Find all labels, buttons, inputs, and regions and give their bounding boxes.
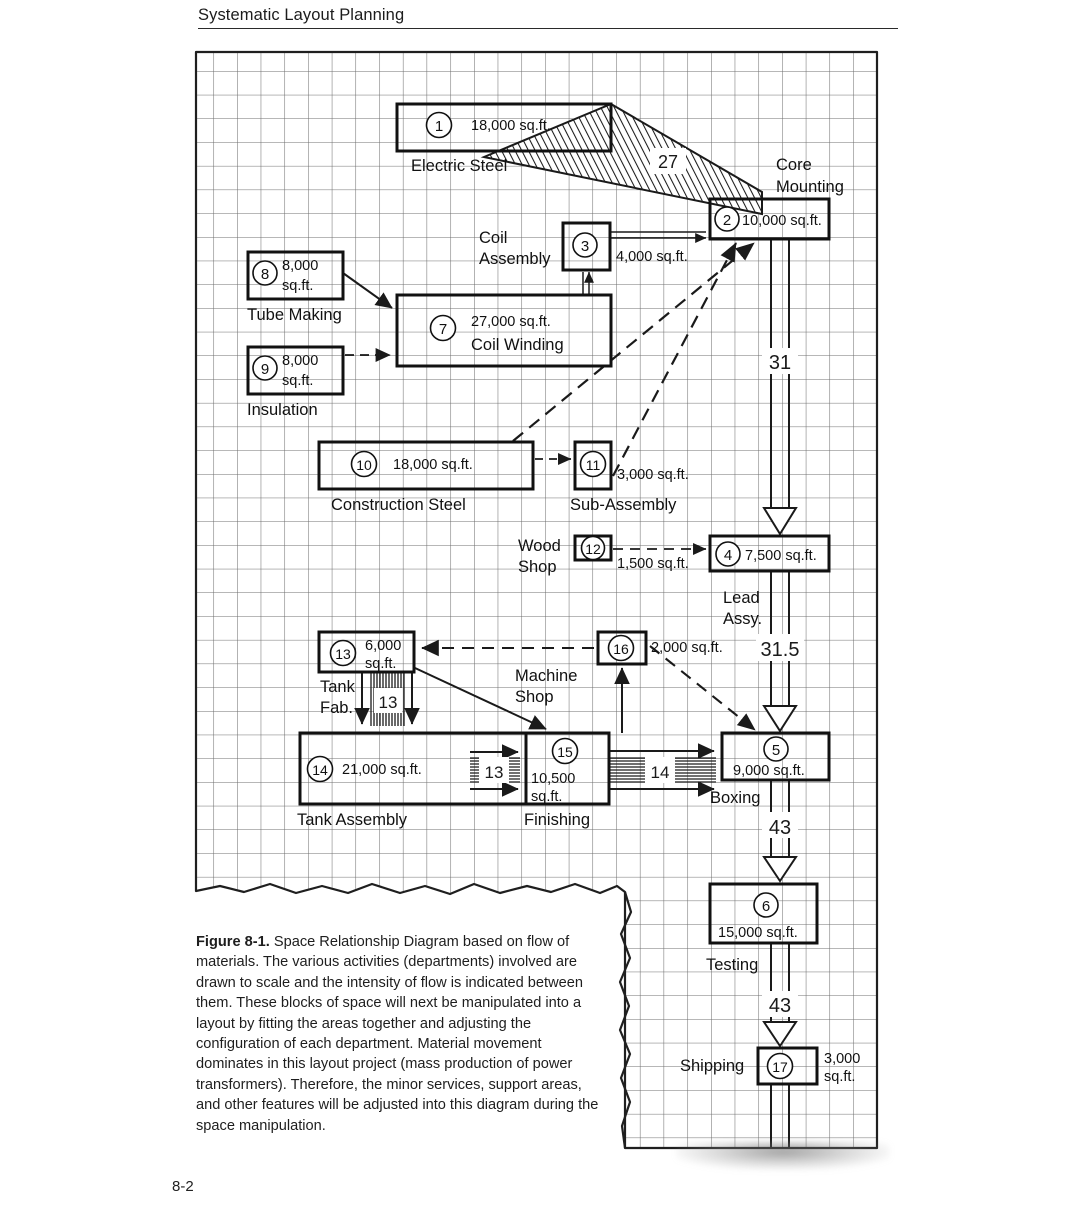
dept-area-2: 10,000 sq.ft. <box>742 213 822 229</box>
dept-area-6: 15,000 sq.ft. <box>718 925 798 941</box>
dept-area-9-line1: 8,000 <box>282 353 319 369</box>
dept-name-13-line2: Fab. <box>320 699 354 717</box>
dept-area-15-line2: sq.ft. <box>531 789 563 805</box>
dept-area-14: 21,000 sq.ft. <box>342 762 422 778</box>
dept-area-15-line1: 10,500 <box>531 771 576 787</box>
flow-label-27: 27 <box>657 152 679 172</box>
dept-name-15: Finishing <box>524 811 591 829</box>
dept-area-11: 3,000 sq.ft. <box>617 467 689 483</box>
dept-area-5: 9,000 sq.ft. <box>733 763 805 779</box>
flow-label-13-b: 13 <box>484 763 504 782</box>
flow-label-13-a: 13 <box>378 693 398 712</box>
dept-name-6: Testing <box>706 956 759 974</box>
page-number: 8-2 <box>172 1178 194 1195</box>
dept-name-12-line2: Shop <box>518 558 557 576</box>
figure-caption-text: Space Relationship Diagram based on flow of materials. The various activities (departments) involved are drawn to scale and the intensity of flow is indicated between them. These blocks of space will next be manipulated into a layout by fitting the areas together and adjusting the configuration of each department. Material movement dominates in this layout project (mass production of power transformers). Therefore, the minor services, support areas, and other features will be adjusted into this diagram during the space manipulation. <box>196 934 599 1134</box>
flow-label-43-b: 43 <box>768 995 792 1017</box>
flow-label-43-a: 43 <box>768 817 792 839</box>
dept-name-2-line1: Core <box>776 156 812 174</box>
dept-number-14: 14 <box>312 762 328 778</box>
dept-name-3-line1: Coil <box>479 229 508 247</box>
dept-number-8: 8 <box>260 266 270 283</box>
dept-number-3: 3 <box>580 238 590 255</box>
dept-number-6: 6 <box>761 898 771 915</box>
dept-area-1: 18,000 sq.ft. <box>471 118 551 134</box>
dept-name-5: Boxing <box>710 789 761 807</box>
flow-label-14: 14 <box>650 763 670 782</box>
dept-number-17: 17 <box>772 1059 788 1075</box>
dept-area-3: 4,000 sq.ft. <box>616 249 688 265</box>
dept-number-9: 9 <box>260 361 270 378</box>
running-head: Systematic Layout Planning <box>198 6 405 24</box>
figure-caption <box>196 932 604 1136</box>
dept-name-16-line1: Machine <box>515 667 578 685</box>
dept-name-1: Electric Steel <box>411 157 508 175</box>
dept-name-16-line2: Shop <box>515 688 554 706</box>
dept-area-17-line1: 3,000 <box>824 1051 861 1067</box>
dept-area-16: 2,000 sq.ft. <box>651 640 723 656</box>
dept-number-15: 15 <box>557 744 573 760</box>
dept-number-4: 4 <box>723 547 733 564</box>
dept-area-12: 1,500 sq.ft. <box>617 556 689 572</box>
dept-name-4-line2: Assy. <box>723 610 763 628</box>
dept-name-4-line1: Lead <box>723 589 760 607</box>
dept-area-13-line1: 6,000 <box>365 638 402 654</box>
dept-area-17-line2: sq.ft. <box>824 1069 856 1085</box>
dept-number-2: 2 <box>722 212 732 229</box>
dept-number-11: 11 <box>585 457 601 473</box>
dept-name-11: Sub-Assembly <box>570 496 677 514</box>
dept-name-10: Construction Steel <box>331 496 466 514</box>
flow-label-31-5: 31.5 <box>760 639 800 661</box>
dept-area-9-line2: sq.ft. <box>282 373 314 389</box>
dept-area-10: 18,000 sq.ft. <box>393 457 473 473</box>
dept-name-9: Insulation <box>247 401 318 419</box>
dept-number-5: 5 <box>771 742 781 759</box>
dept-number-7: 7 <box>438 321 448 338</box>
dept-name-13-line1: Tank <box>320 678 355 696</box>
dept-name-7: Coil Winding <box>471 336 564 354</box>
dept-number-12: 12 <box>585 541 601 557</box>
dept-number-1: 1 <box>434 118 444 135</box>
dept-number-13: 13 <box>335 646 351 662</box>
dept-area-13-line2: sq.ft. <box>365 656 397 672</box>
dept-area-4: 7,500 sq.ft. <box>745 548 817 564</box>
dept-area-7: 27,000 sq.ft. <box>471 314 551 330</box>
dept-name-2-line2: Mounting <box>776 178 844 196</box>
dept-name-3-line2: Assembly <box>479 250 551 268</box>
dept-name-8: Tube Making <box>247 306 342 324</box>
dept-number-16: 16 <box>613 641 629 657</box>
dept-name-17: Shipping <box>680 1057 745 1075</box>
figure-label: Figure 8-1. <box>196 934 270 950</box>
dept-name-14: Tank Assembly <box>297 811 408 829</box>
dept-area-8-line1: 8,000 <box>282 258 319 274</box>
flow-label-31: 31 <box>768 352 792 374</box>
dept-number-10: 10 <box>356 457 372 473</box>
dept-area-8-line2: sq.ft. <box>282 278 314 294</box>
dept-name-12-line1: Wood <box>518 537 561 555</box>
